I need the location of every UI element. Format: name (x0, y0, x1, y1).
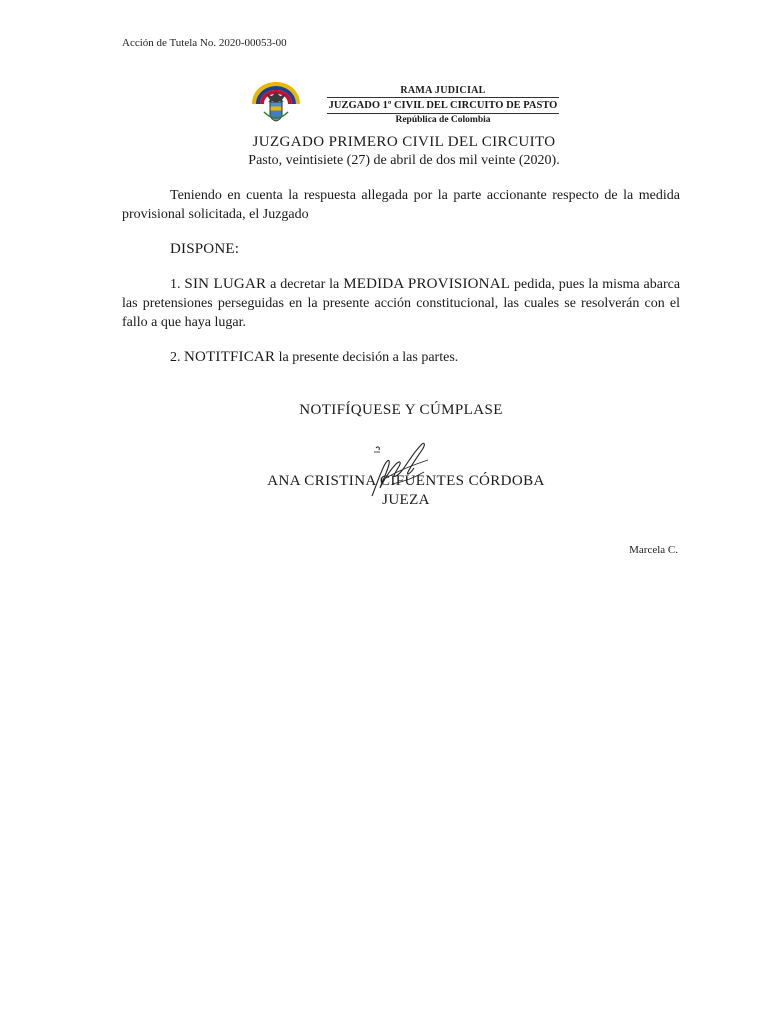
item-2-decision: NOTITFICAR (184, 349, 276, 365)
judge-title: JUEZA (382, 492, 430, 508)
item-2-number: 2. (170, 350, 181, 365)
order-item-1 (122, 275, 680, 332)
order-item-2 (122, 348, 680, 367)
document-date: Pasto, veintisiete (27) de abril de dos mil veinte (2020). (248, 153, 560, 168)
intro-paragraph: Teniendo en cuenta la respuesta allegada por la parte accionante respecto de la medida provisional solicitada, el Juzgado (122, 188, 680, 222)
colombia-coat-of-arms-icon (246, 78, 306, 126)
item-1-measure: MEDIDA PROVISIONAL (343, 276, 511, 292)
item-1-number: 1. (170, 277, 181, 292)
item-1-text-b: pedida, pues la misma abarca las pretensiones perseguidas en la presente acción constitucional, las cuales se resolverán con el fallo a que haya lugar. (122, 277, 681, 330)
transcriber-initials: Marcela C. (629, 544, 678, 556)
letterhead-court: JUZGADO 1º CIVIL DEL CIRCUITO DE PASTO (327, 97, 560, 114)
item-2-text: la presente decisión a las partes. (278, 350, 459, 365)
notify-closing: NOTIFÍQUESE Y CÚMPLASE (299, 402, 503, 418)
dispone-heading: DISPONE: (170, 241, 240, 257)
judge-name: ANA CRISTINA CIFUENTES CÓRDOBA (267, 473, 545, 489)
letterhead-branch: RAMA JUDICIAL (400, 85, 486, 96)
case-reference: Acción de Tutela No. 2020-00053-00 (122, 37, 287, 49)
item-1-text-a: a decretar la (270, 277, 340, 292)
handwritten-signature-icon (362, 438, 440, 500)
item-1-decision: SIN LUGAR (184, 276, 267, 292)
letterhead-country: República de Colombia (395, 115, 491, 125)
court-letterhead (318, 84, 568, 127)
court-title: JUZGADO PRIMERO CIVIL DEL CIRCUITO (252, 134, 556, 150)
